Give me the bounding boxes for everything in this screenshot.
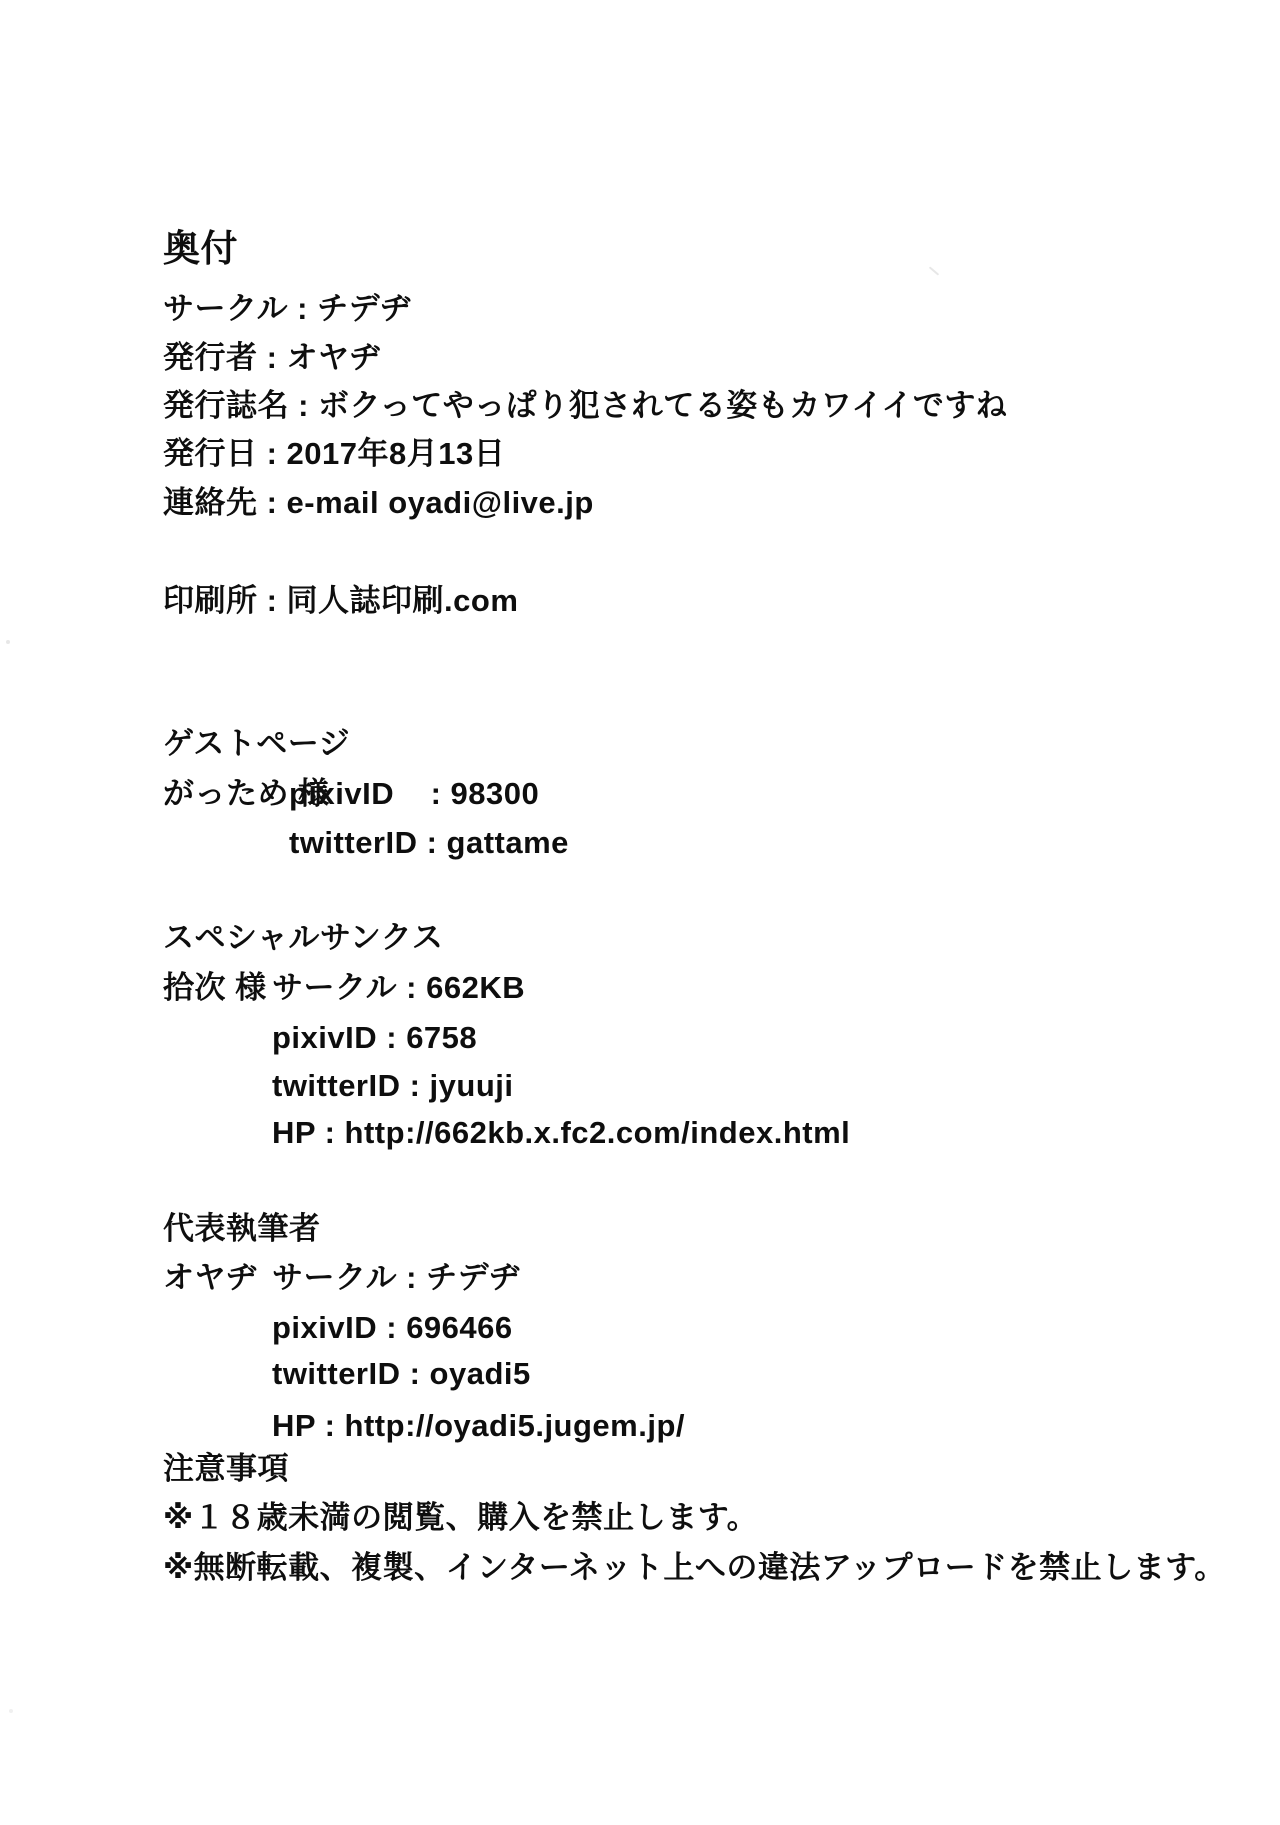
book-title-line: 発行誌名 : ボクってやっぱり犯されてる姿もカワイイですね	[163, 388, 1008, 423]
special-thanks-pixiv-id: pixivID : 6758	[272, 1020, 478, 1055]
page-title: 奥付	[163, 228, 238, 269]
guest-pixiv-id: pixivID : 98300	[289, 776, 540, 811]
printer-line: 印刷所 : 同人誌印刷.com	[163, 583, 519, 618]
special-thanks-name: 拾次 様	[163, 970, 267, 1005]
issue-date-line: 発行日 : 2017年8月13日	[163, 436, 506, 471]
scan-artifact-mark	[929, 266, 939, 275]
lead-author-heading: 代表執筆者	[163, 1211, 321, 1246]
special-thanks-twitter-id: twitterID : jyuuji	[272, 1068, 514, 1103]
scan-artifact-dot	[9, 1709, 13, 1713]
guest-twitter-id: twitterID : gattame	[289, 825, 569, 860]
scan-artifact-dot	[6, 640, 10, 644]
lead-author-circle: サークル : チデヂ	[272, 1260, 521, 1295]
special-thanks-circle: サークル : 662KB	[272, 970, 526, 1005]
publisher-line: 発行者 : オヤヂ	[163, 340, 382, 375]
lead-author-pixiv-id: pixivID : 696466	[272, 1310, 513, 1345]
guest-page-heading: ゲストページ	[163, 726, 351, 761]
lead-author-twitter-id: twitterID : oyadi5	[272, 1356, 531, 1391]
notices-heading: 注意事項	[163, 1451, 289, 1486]
circle-line: サークル : チデヂ	[163, 291, 412, 326]
special-thanks-homepage: HP : http://662kb.x.fc2.com/index.html	[272, 1115, 851, 1150]
special-thanks-heading: スペシャルサンクス	[163, 920, 444, 955]
guest-name: がっため 様	[163, 776, 330, 811]
lead-author-name: オヤヂ	[163, 1260, 258, 1295]
contact-line: 連絡先 : e-mail oyadi@live.jp	[163, 485, 594, 520]
lead-author-homepage: HP : http://oyadi5.jugem.jp/	[272, 1408, 686, 1443]
notice-item-age: ※１８歳未満の閲覧、購入を禁止します。	[163, 1500, 759, 1535]
notice-item-reupload: ※無断転載、複製、インターネット上への違法アップロードを禁止します。	[163, 1550, 1226, 1585]
